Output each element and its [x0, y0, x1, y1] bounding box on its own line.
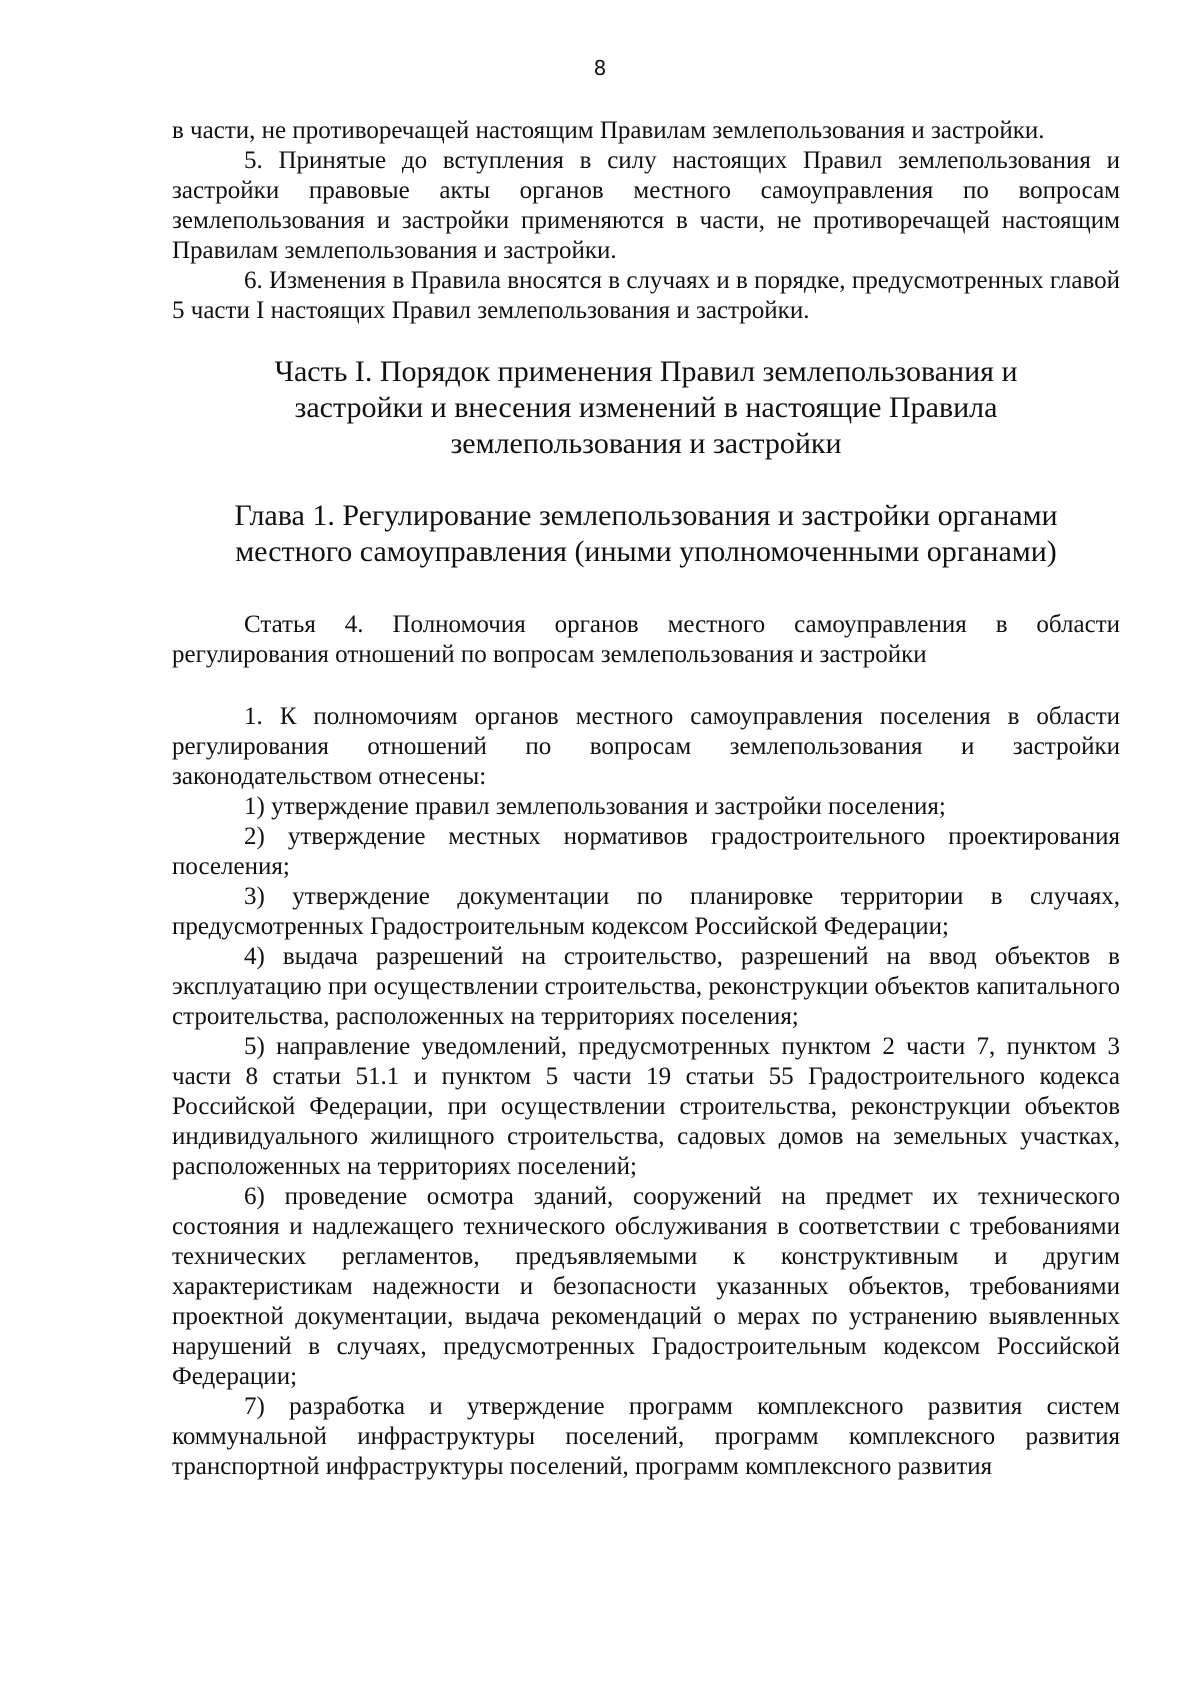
list-item-4: 4) выдача разрешений на строительство, разрешений на ввод объектов в эксплуатацию при осуществлении строительства, реконструкции объектов капитального строительства, расположенных на территориях поселения; [172, 943, 1120, 1030]
article-paragraph-1: 1. К полномочиям органов местного самоуправления поселения в области регулирования отношений по вопросам землепользования и застройки законодательством отнесены: [172, 703, 1120, 790]
paragraph-5: 5. Принятые до вступления в силу настоящих Правил землепользования и застройки правовые акты органов местного самоуправления по вопросам землепользования и застройки применяются в части, не противоречащей настоящим Правилам землепользования и застройки. [172, 147, 1120, 264]
part-heading: Часть I. Порядок применения Правил землепользования и застройки и внесения изменений в настоящие Правила землепользования и застройки [274, 355, 1018, 460]
document-body [172, 116, 1120, 1482]
page-number: 8 [593, 56, 607, 80]
list-item-7: 7) разработка и утверждение программ комплексного развития систем коммунальной инфраструктуры поселений, программ комплексного развития транспортной инфраструктуры поселений, программ комплексного развития [172, 1393, 1120, 1480]
paragraph-6: 6. Изменения в Правила вносятся в случаях и в порядке, предусмотренных главой 5 части I настоящих Правил землепользования и застройки. [172, 267, 1120, 324]
list-item-5: 5) направление уведомлений, предусмотренных пунктом 2 части 7, пунктом 3 части 8 статьи 51.1 и пунктом 5 части 19 статьи 55 Градостроительного кодекса Российской Федерации, при осуществлении строительства, реконструкции объектов индивидуального жилищного строительства, садовых домов на земельных участках, расположенных на территориях поселений; [172, 1033, 1120, 1180]
paragraph-continuation: в части, не противоречащей настоящим Правилам землепользования и застройки. [172, 117, 1045, 144]
article-heading: Статья 4. Полномочия органов местного самоуправления в области регулирования отношений по вопросам землепользования и застройки [172, 611, 1120, 668]
list-item-1: 1) утверждение правил землепользования и застройки поселения; [244, 793, 946, 820]
chapter-heading: Глава 1. Регулирование землепользования и застройки органами местного самоуправления (иными уполномоченными органами) [234, 499, 1058, 568]
list-item-6: 6) проведение осмотра зданий, сооружений на предмет их технического состояния и надлежащего технического обслуживания в соответствии с требованиями технических регламентов, предъявляемыми к конструктивным и другим характеристикам надежности и безопасности указанных объектов, требованиями проектной документации, выдача рекомендаций о мерах по устранению выявленных нарушений в случаях, предусмотренных Градостроительным кодексом Российской Федерации; [172, 1183, 1120, 1390]
list-item-2: 2) утверждение местных нормативов градостроительного проектирования поселения; [172, 823, 1120, 880]
list-item-3: 3) утверждение документации по планировке территории в случаях, предусмотренных Градостроительным кодексом Российской Федерации; [172, 883, 1120, 940]
